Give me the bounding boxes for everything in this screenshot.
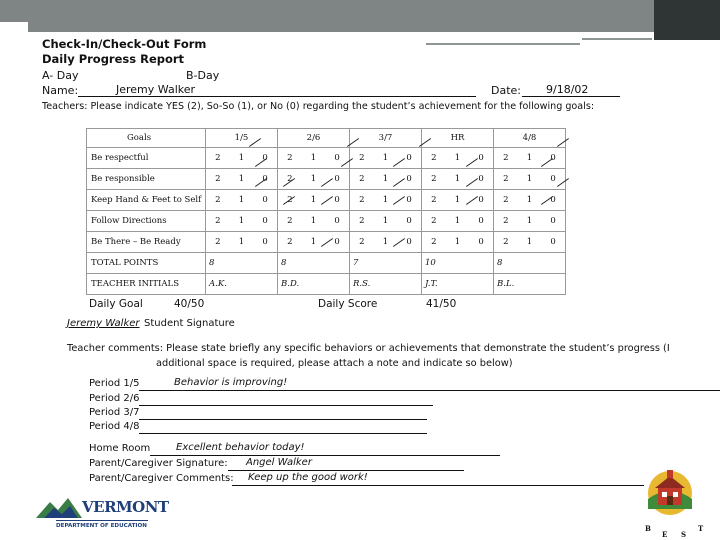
rating-block bbox=[206, 211, 278, 232]
rating-option[interactable]: 0 bbox=[550, 195, 556, 205]
top-band-line bbox=[426, 43, 580, 45]
rating-option[interactable]: 1 bbox=[238, 153, 245, 163]
rating-option[interactable]: 1 bbox=[310, 216, 317, 226]
rating-block bbox=[278, 169, 350, 190]
goal-row bbox=[87, 211, 566, 232]
rating-option[interactable]: 2 bbox=[431, 153, 437, 163]
goal-row bbox=[87, 148, 566, 169]
rating-option[interactable]: 0 bbox=[262, 216, 268, 226]
rating-option[interactable]: 0 bbox=[478, 174, 484, 184]
initials-cell[interactable]: J.T. bbox=[422, 274, 494, 295]
rating-option[interactable]: 2 bbox=[431, 237, 437, 247]
rating-block bbox=[278, 211, 350, 232]
rating-option[interactable]: 1 bbox=[526, 195, 533, 205]
rating-option[interactable]: 1 bbox=[238, 237, 245, 247]
rating-option[interactable]: 2 bbox=[287, 153, 293, 163]
rating-option[interactable]: 0 bbox=[334, 153, 340, 163]
rating-block bbox=[350, 232, 422, 253]
rating-block bbox=[422, 190, 494, 211]
rating-option[interactable]: 0 bbox=[262, 237, 268, 247]
rating-option[interactable]: 2 bbox=[287, 216, 293, 226]
daily-goal-label: Daily Goal bbox=[89, 298, 143, 310]
rating-option[interactable]: 0 bbox=[406, 237, 412, 247]
vermont-mountain-icon bbox=[36, 496, 82, 520]
rating-option[interactable]: 2 bbox=[215, 237, 221, 247]
goal-label: Be respectful bbox=[87, 148, 206, 169]
rating-option[interactable]: 1 bbox=[526, 237, 533, 247]
total-cell[interactable]: 8 bbox=[494, 253, 566, 274]
student-signature-label: Student Signature bbox=[144, 318, 235, 329]
rating-option[interactable]: 0 bbox=[406, 195, 412, 205]
homeroom-line bbox=[150, 455, 500, 456]
initials-cell[interactable]: R.S. bbox=[350, 274, 422, 295]
comments-instructions-cont: additional space is required, please attach a note and indicate so below) bbox=[156, 358, 513, 369]
top-band-tab bbox=[28, 22, 708, 32]
rating-option[interactable]: 1 bbox=[310, 153, 317, 163]
rating-option[interactable]: 1 bbox=[382, 153, 389, 163]
rating-option[interactable]: 0 bbox=[478, 195, 484, 205]
teacher-initials-label: TEACHER INITIALS bbox=[87, 274, 206, 295]
rating-option[interactable]: 0 bbox=[262, 174, 268, 184]
initials-cell[interactable]: A.K. bbox=[206, 274, 278, 295]
total-points-row bbox=[87, 253, 566, 274]
name-value[interactable]: Jeremy Walker bbox=[116, 83, 196, 96]
rating-option[interactable]: 2 bbox=[287, 237, 293, 247]
rating-option[interactable]: 0 bbox=[334, 216, 340, 226]
rating-option[interactable]: 0 bbox=[550, 174, 556, 184]
period-header-3-7: 3/7 bbox=[350, 129, 422, 148]
daily-goal-value: 40/50 bbox=[174, 298, 205, 310]
rating-block bbox=[494, 232, 566, 253]
period-header-4-8: 4/8 bbox=[494, 129, 566, 148]
date-underline bbox=[522, 96, 620, 97]
rating-option[interactable]: 1 bbox=[454, 153, 461, 163]
period-4-8-line[interactable] bbox=[139, 433, 427, 434]
rating-option[interactable]: 1 bbox=[310, 237, 317, 247]
total-cell[interactable]: 8 bbox=[206, 253, 278, 274]
period-3-7-label: Period 3/7 bbox=[89, 407, 140, 418]
instructions-text: Teachers: Please indicate YES (2), So-So (1), or No (0) regarding the student’s achievement for the following goals: bbox=[42, 101, 595, 112]
form-subtitle: Daily Progress Report bbox=[42, 52, 185, 66]
department-wordmark: DEPARTMENT OF EDUCATION bbox=[56, 523, 147, 529]
rating-option[interactable]: 0 bbox=[406, 153, 412, 163]
rating-option[interactable]: 1 bbox=[526, 153, 533, 163]
rating-block bbox=[350, 148, 422, 169]
parent-comments-label: Parent/Caregiver Comments: bbox=[89, 473, 234, 484]
rating-option[interactable]: 1 bbox=[238, 195, 245, 205]
rating-option[interactable]: 0 bbox=[550, 237, 556, 247]
rating-block bbox=[350, 211, 422, 232]
name-underline bbox=[78, 96, 476, 97]
rating-option[interactable]: 1 bbox=[310, 195, 317, 205]
rating-block bbox=[422, 148, 494, 169]
rating-option[interactable]: 0 bbox=[334, 237, 340, 247]
period-header-2-6: 2/6 bbox=[278, 129, 350, 148]
rating-option[interactable]: 2 bbox=[215, 195, 221, 205]
period-2-6-line[interactable] bbox=[139, 405, 433, 406]
rating-block bbox=[494, 190, 566, 211]
rating-option[interactable]: 2 bbox=[287, 174, 293, 184]
schoolhouse-icon bbox=[638, 465, 702, 521]
rating-block bbox=[494, 148, 566, 169]
rating-option[interactable]: 0 bbox=[406, 174, 412, 184]
b-day-label: B-Day bbox=[186, 69, 220, 82]
rating-option[interactable]: 1 bbox=[454, 195, 461, 205]
total-cell[interactable]: 7 bbox=[350, 253, 422, 274]
rating-option[interactable]: 2 bbox=[359, 237, 365, 247]
top-band-dark-block bbox=[654, 0, 720, 40]
rating-block bbox=[494, 169, 566, 190]
period-header-1-5: 1/5 bbox=[206, 129, 278, 148]
rating-option[interactable]: 2 bbox=[503, 216, 509, 226]
goal-label: Be responsible bbox=[87, 169, 206, 190]
period-1-5-label: Period 1/5 bbox=[89, 378, 140, 389]
rating-option[interactable]: 0 bbox=[550, 153, 556, 163]
period-4-8-label: Period 4/8 bbox=[89, 421, 140, 432]
rating-block bbox=[350, 169, 422, 190]
vermont-wordmark: VERMONT bbox=[82, 498, 169, 516]
rating-option[interactable]: 1 bbox=[526, 216, 533, 226]
goal-row bbox=[87, 169, 566, 190]
initials-cell[interactable]: B.D. bbox=[278, 274, 350, 295]
top-band-line bbox=[582, 38, 652, 40]
rating-option[interactable]: 2 bbox=[503, 153, 509, 163]
rating-option[interactable]: 2 bbox=[215, 216, 221, 226]
form-title: Check-In/Check-Out Form bbox=[42, 37, 207, 51]
best-letter: B bbox=[645, 524, 651, 533]
period-header-hr: HR bbox=[422, 129, 494, 148]
rating-option[interactable]: 2 bbox=[359, 174, 365, 184]
rating-block bbox=[494, 211, 566, 232]
date-label: Date: bbox=[491, 84, 521, 97]
parent-comments-line bbox=[232, 485, 644, 486]
rating-option[interactable]: 0 bbox=[334, 195, 340, 205]
homeroom-label: Home Room bbox=[89, 443, 151, 454]
rating-option[interactable]: 2 bbox=[215, 153, 221, 163]
daily-score-label: Daily Score bbox=[318, 298, 378, 310]
rating-option[interactable]: 1 bbox=[382, 195, 389, 205]
student-signature-value[interactable]: Jeremy Walker bbox=[67, 318, 140, 329]
rating-option[interactable]: 1 bbox=[526, 174, 533, 184]
rating-option[interactable]: 1 bbox=[238, 174, 245, 184]
rating-option[interactable]: 2 bbox=[503, 195, 509, 205]
rating-option[interactable]: 1 bbox=[454, 237, 461, 247]
best-letter: S bbox=[681, 530, 687, 539]
total-cell[interactable]: 10 bbox=[422, 253, 494, 274]
rating-block bbox=[422, 169, 494, 190]
period-3-7-line[interactable] bbox=[139, 419, 427, 420]
rating-option[interactable]: 2 bbox=[503, 174, 509, 184]
rating-option[interactable]: 0 bbox=[262, 195, 268, 205]
rating-option[interactable]: 0 bbox=[334, 174, 340, 184]
date-value[interactable]: 9/18/02 bbox=[546, 83, 589, 96]
top-band bbox=[0, 0, 720, 22]
rating-option[interactable]: 2 bbox=[431, 195, 437, 205]
rating-block bbox=[350, 190, 422, 211]
rating-option[interactable]: 0 bbox=[550, 216, 556, 226]
parent-signature-label: Parent/Caregiver Signature: bbox=[89, 458, 228, 469]
logo-rule bbox=[56, 520, 148, 521]
best-letter: T bbox=[698, 524, 704, 533]
rating-option[interactable]: 1 bbox=[382, 237, 389, 247]
total-points-label: TOTAL POINTS bbox=[87, 253, 206, 274]
rating-option[interactable]: 0 bbox=[478, 216, 484, 226]
rating-option[interactable]: 0 bbox=[478, 237, 484, 247]
rating-block bbox=[278, 232, 350, 253]
rating-option[interactable]: 1 bbox=[238, 216, 245, 226]
rating-option[interactable]: 2 bbox=[287, 195, 293, 205]
rating-block bbox=[422, 211, 494, 232]
homeroom-comment[interactable]: Excellent behavior today! bbox=[176, 442, 305, 453]
parent-signature-line bbox=[228, 470, 464, 471]
table-header-row bbox=[87, 129, 566, 148]
goals-header: Goals bbox=[87, 129, 206, 148]
rating-option[interactable]: 2 bbox=[359, 195, 365, 205]
rating-block bbox=[206, 190, 278, 211]
period-2-6-label: Period 2/6 bbox=[89, 393, 140, 404]
rating-option[interactable]: 2 bbox=[431, 174, 437, 184]
name-label: Name: bbox=[42, 84, 79, 97]
rating-option[interactable]: 0 bbox=[478, 153, 484, 163]
rating-option[interactable]: 1 bbox=[454, 216, 461, 226]
rating-option[interactable]: 1 bbox=[382, 174, 389, 184]
rating-table bbox=[86, 128, 566, 295]
rating-option[interactable]: 0 bbox=[262, 153, 268, 163]
goal-label: Follow Directions bbox=[87, 211, 206, 232]
rating-option[interactable]: 2 bbox=[431, 216, 437, 226]
rating-block bbox=[278, 148, 350, 169]
a-day-label: A- Day bbox=[42, 69, 79, 82]
rating-option[interactable]: 0 bbox=[406, 216, 412, 226]
rating-option[interactable]: 1 bbox=[454, 174, 461, 184]
goal-label: Keep Hand & Feet to Self bbox=[87, 190, 206, 211]
rating-option[interactable]: 1 bbox=[310, 174, 317, 184]
period-1-5-comment[interactable]: Behavior is improving! bbox=[174, 377, 288, 388]
rating-option[interactable]: 2 bbox=[503, 237, 509, 247]
period-1-5-line bbox=[139, 390, 720, 391]
total-cell[interactable]: 8 bbox=[278, 253, 350, 274]
initials-cell[interactable]: B.L. bbox=[494, 274, 566, 295]
rating-option[interactable]: 1 bbox=[382, 216, 389, 226]
rating-block bbox=[206, 232, 278, 253]
daily-score-value: 41/50 bbox=[426, 298, 457, 310]
goal-label: Be There – Be Ready bbox=[87, 232, 206, 253]
rating-option[interactable]: 2 bbox=[359, 216, 365, 226]
rating-option[interactable]: 2 bbox=[215, 174, 221, 184]
parent-signature-value[interactable]: Angel Walker bbox=[246, 457, 312, 468]
teacher-initials-row bbox=[87, 274, 566, 295]
rating-option[interactable]: 2 bbox=[359, 153, 365, 163]
rating-block bbox=[422, 232, 494, 253]
parent-comments-value[interactable]: Keep up the good work! bbox=[248, 472, 368, 483]
best-letter: E bbox=[662, 530, 668, 539]
comments-instructions: Teacher comments: Please state briefly any specific behaviors or achievements that demonstrate the student’s progress (I bbox=[67, 343, 670, 354]
